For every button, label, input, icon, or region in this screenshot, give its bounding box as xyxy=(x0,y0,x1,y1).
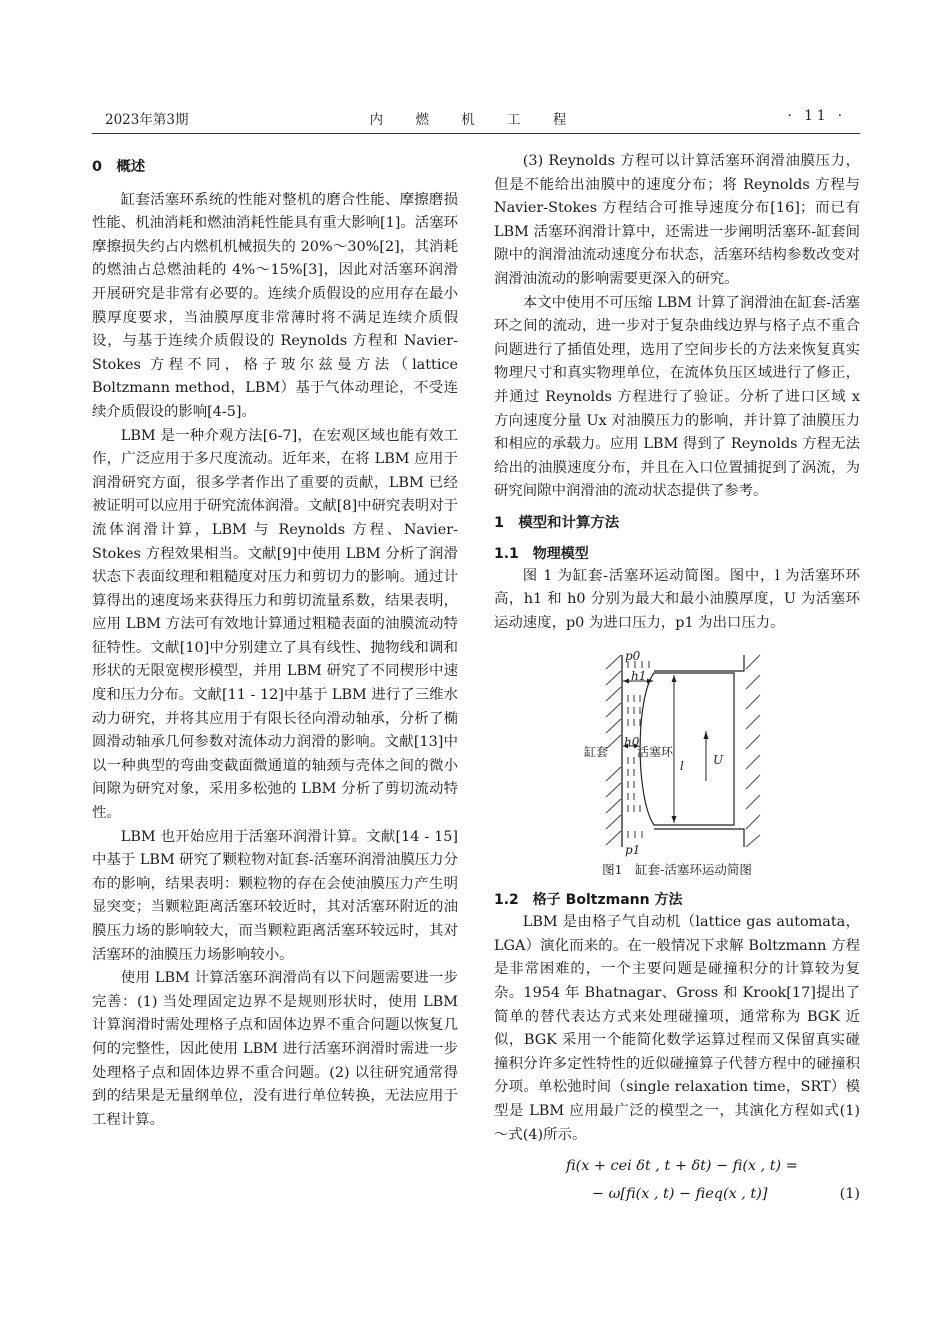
left-column xyxy=(92,150,458,1132)
label-l: l xyxy=(680,759,684,774)
equation-1-line-1 xyxy=(494,1153,860,1181)
label-liner: 缸套 xyxy=(584,745,609,760)
label-p0: p0 xyxy=(625,649,641,664)
right-column xyxy=(494,150,860,1209)
equation-text: fi(x + cei δt , t + δt) − fi(x , t) = xyxy=(566,1158,798,1175)
label-U: U xyxy=(713,753,724,768)
section-0-title: 0 概述 xyxy=(92,159,146,175)
paragraph: LBM 也开始应用于活塞环润滑计算。文献[14 - 15]中基于 LBM 研究了颗粒物对缸套-活塞环润滑油膜压力分布的影响，结果表明：颗粒物的存在会使油膜压力产生明显突变；当颗粒距离活塞环较近时，其对活塞环附近的油膜压力场的影响较大，而当颗粒距离活塞环较远时，其对活塞环的油膜压力场影响较小。 xyxy=(92,828,458,963)
label-h0: h0 xyxy=(624,735,640,750)
paragraph: 本文中使用不可压缩 LBM 计算了润滑油在缸套-活塞环之间的流动，进一步对于复杂曲线边界与格子点不重合问题进行了插值处理，选用了空间步长的方法来恢复真实物理尺寸和真实物理单位，在流体负压区域进行了修正，并通过 Reynolds 方程进行了验证。分析了进口区域 x 方向速度分量 Ux 对油膜压力的影响，并计算了油膜压力和相应的承载力。应用 LBM 得到了 Reynolds 方程无法给出的油膜速度分布，并且在入口位置捕捉到了涡流，为研究间隙中润滑油的流动状态提供了参考。 xyxy=(494,294,860,500)
equation-number: (1) xyxy=(839,1186,860,1203)
paragraph: 使用 LBM 计算活塞环润滑尚有以下问题需要进一步完善：(1) 当处理固定边界不是规则形状时，使用 LBM 计算润滑时需处理格子点和固体边界不重合问题以恢复几何的完整性，因此使用 LBM 进行活塞环润滑时需进一步处理格子点和固体边界不重合问题。(2) 以往研究通常得到的结果是无量纲单位，没有进行单位转换，无法应用于工程计算。 xyxy=(92,970,458,1128)
paragraph: LBM 是由格子气自动机（lattice gas automata，LGA）演化而来的。在一般情况下求解 Boltzmann 方程是非常困难的，一个主要问题是碰撞积分的计算较为复杂。1954 年 Bhatnagar、Gross 和 Krook[17]提出了简单的替代表达方式来处理碰撞项，通常称为 BGK 近似，BGK 采用一个能简化数学运算过程而又保留真实碰撞积分许多定性特性的近似碰撞算子代替方程中的碰撞积分项。单松弛时间（single relaxation time，SRT）模型是 LBM 应用最广泛的模型之一，其演化方程如式(1)～式(4)所示。 xyxy=(494,914,860,1143)
paragraph: 图 1 为缸套-活塞环运动简图。图中，l 为活塞环环高，h1 和 h0 分别为最大和最小油膜厚度，U 为活塞环运动速度，p0 为进口压力，p1 为出口压力。 xyxy=(494,567,860,631)
equation-1-line-2 xyxy=(494,1181,860,1209)
paragraph: 缸套活塞环系统的性能对整机的磨合性能、摩擦磨损性能、机油消耗和燃油消耗性能具有重大影响[1]。活塞环摩擦损失约占内燃机机械损失的 20%～30%[2]，其消耗的燃油占总燃油耗的 4%～15%[3]，因此对活塞环润滑开展研究是非常有必要的。连续介质假设的应用存在最小膜厚度要求，当油膜厚度非常薄时将不满足连续介质假设，与基于连续介质假设的 Reynolds 方程和 Navier-Stokes 方程不同，格子玻尔兹曼方法（lattice Boltzmann method，LBM）基于气体动理论，不受连续介质假设的影响[4-5]。 xyxy=(92,191,458,420)
label-h1: h1 xyxy=(631,669,647,684)
page-number: · 11 · xyxy=(787,108,846,124)
paragraph: LBM 是一种介观方法[6-7]，在宏观区域也能有效工作，广泛应用于多尺度流动。近年来，在将 LBM 应用于润滑研究方面，很多学者作出了重要的贡献，LBM 已经被证明可以应用于研究流体润滑。文献[8]中研究表明对于流体润滑计算，LBM 与 Reynolds 方程、Navier-Stokes 方程效果相当。文献[9]中使用 LBM 分析了润滑状态下表面纹理和粗糙度对压力和剪切力的影响。通过计算得出的速度场来获得压力和剪切流量系数，结果表明，应用 LBM 方法可有效地计算通过粗糙表面的油膜流动特征特性。文献[10]中分别建立了具有线性、抛物线和调和形状的无限宽楔形模型，并用 LBM 研究了不同楔形中速度和压力分布。文献[11 - 12]中基于 LBM 进行了三维水动力研究，并将其应用于有限长径向滑动轴承，分析了椭圆滑动轴承几何参数对流体动力润滑的影响。文献[13]中以一种典型的弯曲变截面微通道的轴颈与壳体之间的微小间隙为研究对象，采用多松弛的 LBM 分析了剪切流动特性。 xyxy=(92,427,458,822)
journal-title: 内 燃 机 工 程 xyxy=(369,112,581,128)
piston-ring-diagram xyxy=(494,649,860,859)
subsection-1-1-title: 1.1 物理模型 xyxy=(494,545,589,562)
subsection-1-2-title: 1.2 格子 Boltzmann 方法 xyxy=(494,892,683,909)
figure-1 xyxy=(494,649,860,859)
paragraph: (3) Reynolds 方程可以计算活塞环润滑油膜压力，但是不能给出油膜中的速度分布；将 Reynolds 方程与 Navier-Stokes 方程结合可推导速度分布[16]；而已有 LBM 活塞环润滑计算中，还需进一步阐明活塞环-缸套间隙中的润滑油流动速度分布状态，活塞环结构参数改变对润滑油流动的影响需要更深入的研究。 xyxy=(494,153,860,287)
section-1-title: 1 模型和计算方法 xyxy=(494,514,620,531)
header-rule xyxy=(92,133,860,134)
journal-issue: 2023年第3期 xyxy=(105,112,189,128)
label-ring: 活塞环 xyxy=(637,745,674,760)
figure-caption: 图1 缸套-活塞环运动简图 xyxy=(602,862,752,878)
label-p1: p1 xyxy=(625,843,641,858)
equation-text: − ω[fi(x , t) − fieq(x , t)] xyxy=(592,1186,768,1203)
